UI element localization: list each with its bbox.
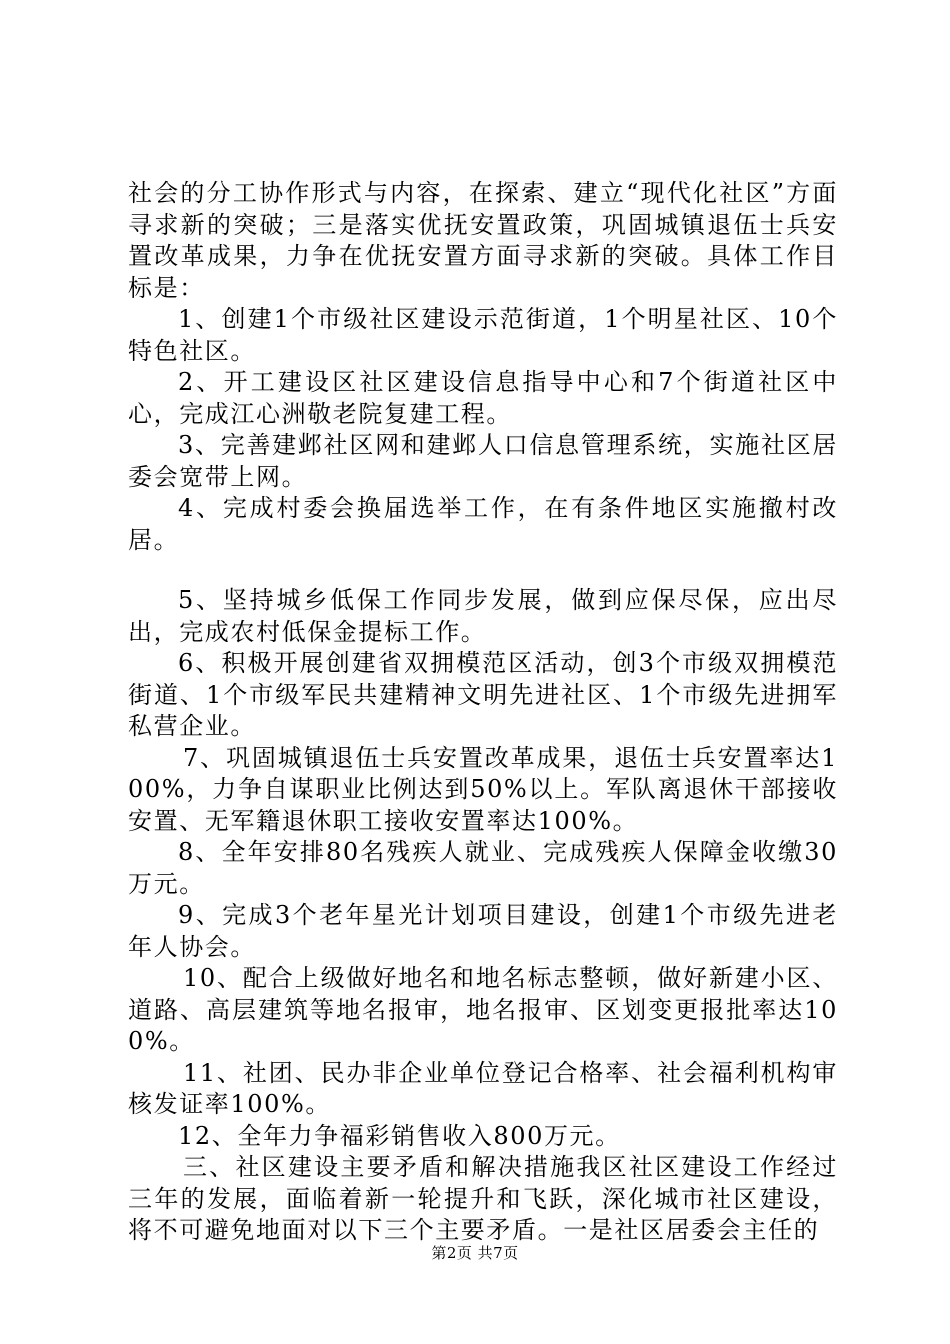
- paragraph-intro: 社会的分工协作形式与内容，在探索、建立“现代化社区”方面寻求新的突破；三是落实优抚安置政策，巩固城镇退伍士兵安置改革成果，力争在优抚安置方面寻求新的突破。具体工作目标是：: [128, 179, 838, 302]
- page-number-footer: 第2页 共7页: [431, 1244, 519, 1262]
- paragraph-item-1: 1、创建1个市级社区建设示范街道，1个明星社区、10个特色社区。: [128, 305, 838, 365]
- paragraph-item-2: 2、开工建设区社区建设信息指导中心和7个街道社区中心，完成江心洲敬老院复建工程。: [128, 368, 838, 428]
- paragraph-item-10: 10、配合上级做好地名和地名标志整顿，做好新建小区、道路、高层建筑等地名报审，地名报审、区划变更报批率达100%。: [128, 964, 838, 1055]
- paragraph-item-3: 3、完善建邺社区网和建邺人口信息管理系统，实施社区居委会宽带上网。: [128, 431, 838, 491]
- paragraph-item-6: 6、积极开展创建省双拥模范区活动，创3个市级双拥模范街道、1个市级军民共建精神文明先进社区、1个市级先进拥军私营企业。: [128, 649, 838, 740]
- paragraph-item-11: 11、社团、民办非企业单位登记合格率、社会福利机构审核发证率100%。: [128, 1058, 838, 1118]
- paragraph-item-8: 8、全年安排80名残疾人就业、完成残疾人保障金收缴30万元。: [128, 838, 838, 898]
- document-body: [128, 178, 838, 1247]
- paragraph-item-12: 12、全年力争福彩销售收入800万元。: [178, 1121, 621, 1150]
- paragraph-section-3: 三、社区建设主要矛盾和解决措施我区社区建设工作经过三年的发展，面临着新一轮提升和飞跃，深化城市社区建设，将不可避免地面对以下三个主要矛盾。一是社区居委会主任的: [128, 1153, 838, 1244]
- paragraph-item-9: 9、完成3个老年星光计划项目建设，创建1个市级先进老年人协会。: [128, 901, 838, 961]
- paragraph-item-7: 7、巩固城镇退伍士兵安置改革成果，退伍士兵安置率达100%，力争自谋职业比例达到50%以上。军队离退休干部接收安置、无军籍退休职工接收安置率达100%。: [128, 743, 838, 835]
- paragraph-item-5: 5、坚持城乡低保工作同步发展，做到应保尽保，应出尽出，完成农村低保金提标工作。: [128, 586, 838, 646]
- paragraph-item-4: 4、完成村委会换届选举工作，在有条件地区实施撤村改居。: [128, 494, 838, 554]
